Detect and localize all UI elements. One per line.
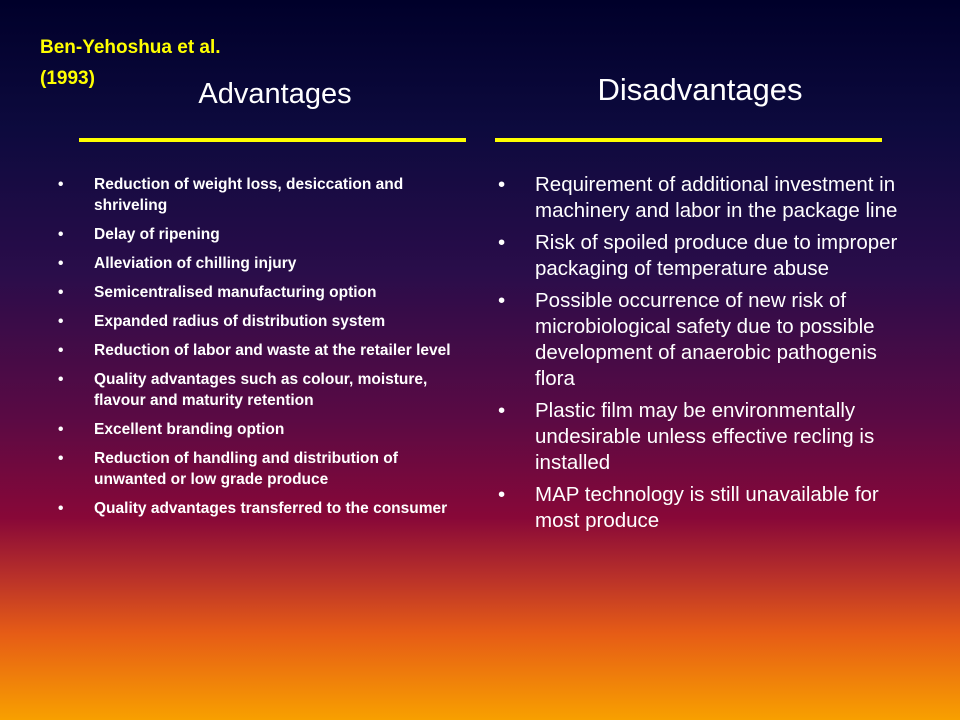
advantage-item: • Semicentralised manufacturing option xyxy=(58,282,463,303)
advantage-item: • Reduction of labor and waste at the retailer level xyxy=(58,340,463,361)
advantages-heading: Advantages xyxy=(198,78,352,110)
advantage-item: • Reduction of handling and distribution of unwanted or low grade produce xyxy=(58,448,463,490)
citation-year: (1993) xyxy=(40,68,95,89)
disadvantage-item: • Plastic film may be environmentally undesirable unless effective recling is installed xyxy=(498,398,908,476)
advantage-item: • Quality advantages transferred to the consumer xyxy=(58,498,463,519)
advantages-list xyxy=(58,174,463,527)
disadvantage-item: • Risk of spoiled produce due to improper packaging of temperature abuse xyxy=(498,230,908,282)
advantage-item: • Reduction of weight loss, desiccation and shriveling xyxy=(58,174,463,216)
disadvantages-underline xyxy=(495,138,882,142)
advantages-underline xyxy=(79,138,466,142)
disadvantages-heading: Disadvantages xyxy=(597,72,803,107)
disadvantage-item: • Possible occurrence of new risk of microbiological safety due to possible development of anaerobic pathogenis flora xyxy=(498,288,908,392)
disadvantage-item: • Requirement of additional investment in machinery and labor in the package line xyxy=(498,172,908,224)
advantage-item: • Excellent branding option xyxy=(58,419,463,440)
disadvantage-item: • MAP technology is still unavailable for most produce xyxy=(498,482,908,534)
advantage-item: • Alleviation of chilling injury xyxy=(58,253,463,274)
disadvantages-list xyxy=(498,172,908,540)
advantage-item: • Expanded radius of distribution system xyxy=(58,311,463,332)
citation-authors: Ben-Yehoshua et al. xyxy=(40,37,221,58)
advantage-item: • Quality advantages such as colour, moisture, flavour and maturity retention xyxy=(58,369,463,411)
advantage-item: • Delay of ripening xyxy=(58,224,463,245)
